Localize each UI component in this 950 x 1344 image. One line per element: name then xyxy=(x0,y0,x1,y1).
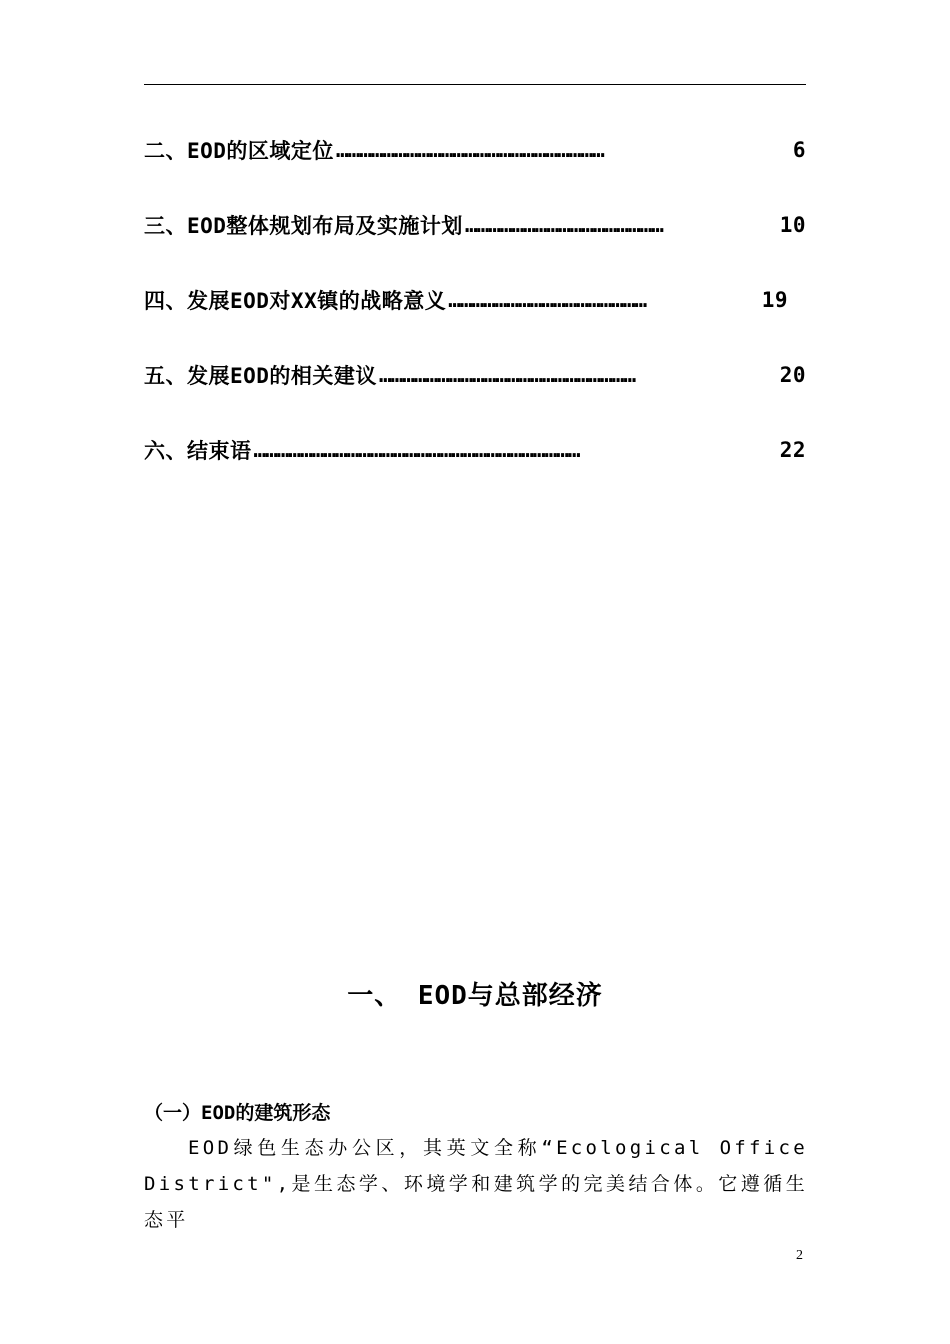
toc-dot-leader: …………………………………………… xyxy=(448,288,647,312)
toc-dot-leader: …………………………………………………………… xyxy=(335,138,604,162)
toc-entry-title: 二、EOD的区域定位 xyxy=(144,139,334,163)
toc-entry-title: 六、结束语 xyxy=(144,439,252,463)
page-number: 2 xyxy=(796,1248,803,1263)
toc-page-number: 20 xyxy=(779,363,806,387)
toc-entry-conclusion[interactable] xyxy=(144,430,806,470)
toc-dot-leader: ………………………………………………………… xyxy=(378,363,636,387)
toc-entry-title: 四、发展EOD对XX镇的战略意义 xyxy=(144,289,447,313)
body-paragraph: EOD绿色生态办公区，其英文全称“Ecological Office District",是生态学、环境学和建筑学的完美结合体。它遵循生态平 xyxy=(144,1137,808,1231)
toc-entry-recommendations[interactable] xyxy=(144,355,806,395)
toc-page-number: 19 xyxy=(761,288,788,312)
toc-page-number: 10 xyxy=(779,213,806,237)
toc-entry-regional-positioning[interactable] xyxy=(144,130,806,170)
toc-page-number: 6 xyxy=(792,138,806,162)
toc-entry-overall-planning[interactable] xyxy=(144,205,806,245)
toc-entry-title: 三、EOD整体规划布局及实施计划 xyxy=(144,214,463,238)
toc-dot-leader: ………………………………………………………………………… xyxy=(253,438,580,462)
toc-entry-title: 五、发展EOD的相关建议 xyxy=(144,364,377,388)
section-heading: 一、 EOD与总部经济 xyxy=(347,981,603,1011)
header-rule xyxy=(144,84,806,85)
toc-page-number: 22 xyxy=(779,438,806,462)
toc-dot-leader: …………………………………………… xyxy=(464,213,663,237)
toc-entry-strategic-significance[interactable] xyxy=(144,280,806,320)
subsection-heading: （一）EOD的建筑形态 xyxy=(144,1102,331,1124)
